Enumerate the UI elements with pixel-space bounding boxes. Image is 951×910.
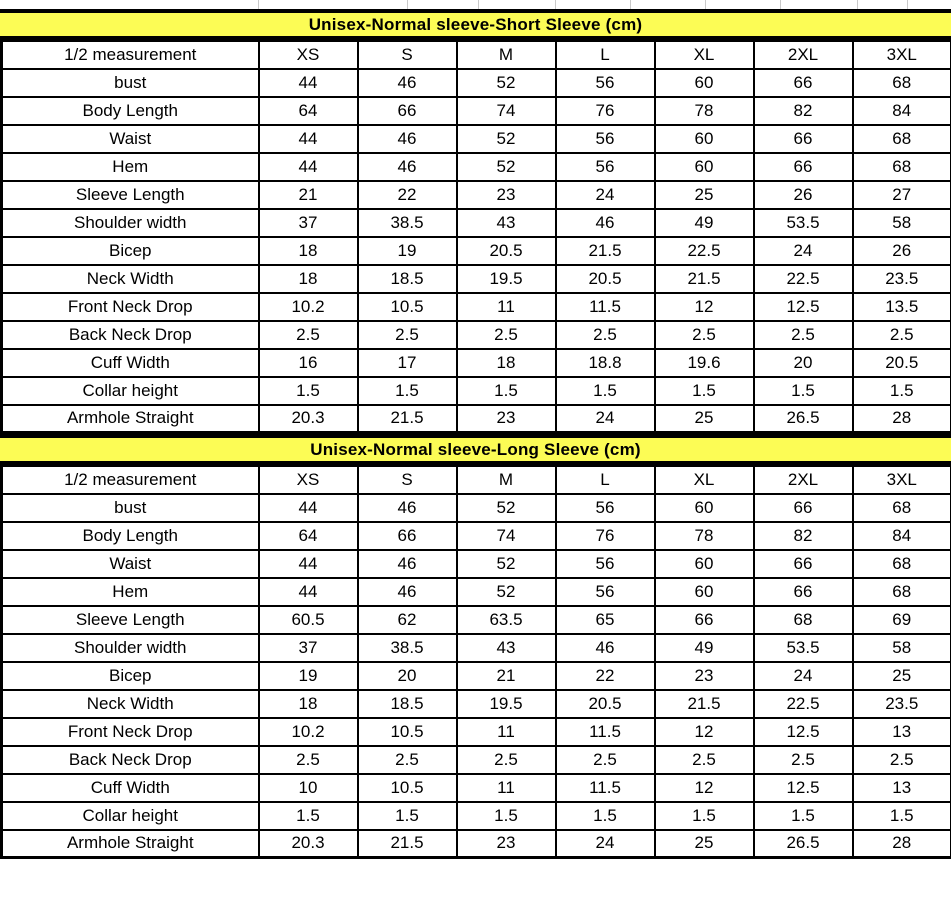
size-value-cell: 23: [457, 181, 556, 209]
size-value-cell: 12.5: [754, 774, 853, 802]
size-value-cell: 18.8: [556, 349, 655, 377]
size-value-cell: 20.3: [259, 405, 358, 433]
size-column-header: XS: [259, 466, 358, 494]
size-value-cell: 25: [853, 662, 951, 690]
measurement-label: Sleeve Length: [2, 181, 259, 209]
size-value-cell: 1.5: [853, 802, 951, 830]
size-value-cell: 26: [853, 237, 951, 265]
measurement-label: Cuff Width: [2, 774, 259, 802]
size-value-cell: 23: [457, 405, 556, 433]
size-value-cell: 12.5: [754, 293, 853, 321]
size-value-cell: 56: [556, 125, 655, 153]
size-value-cell: 52: [457, 69, 556, 97]
size-column-header: 2XL: [754, 41, 853, 69]
size-value-cell: 10: [259, 774, 358, 802]
size-column-header: XS: [259, 41, 358, 69]
size-value-cell: 66: [358, 522, 457, 550]
size-value-cell: 19.5: [457, 690, 556, 718]
measurement-label: Neck Width: [2, 690, 259, 718]
size-value-cell: 2.5: [655, 321, 754, 349]
size-value-cell: 76: [556, 522, 655, 550]
size-value-cell: 11: [457, 293, 556, 321]
size-value-cell: 60: [655, 153, 754, 181]
size-value-cell: 58: [853, 209, 951, 237]
measurement-label: Cuff Width: [2, 349, 259, 377]
measurement-label: Armhole Straight: [2, 830, 259, 858]
size-value-cell: 68: [754, 606, 853, 634]
size-value-cell: 78: [655, 522, 754, 550]
size-value-cell: 11: [457, 774, 556, 802]
size-value-cell: 18.5: [358, 265, 457, 293]
size-column-header: S: [358, 41, 457, 69]
size-value-cell: 24: [754, 662, 853, 690]
table-row: [2, 237, 951, 265]
size-value-cell: 19: [358, 237, 457, 265]
size-value-cell: 1.5: [754, 802, 853, 830]
size-value-cell: 1.5: [853, 377, 951, 405]
section-title-long-sleeve: Unisex-Normal sleeve-Long Sleeve (cm): [0, 434, 951, 464]
size-column-header: XL: [655, 41, 754, 69]
size-value-cell: 66: [754, 578, 853, 606]
size-value-cell: 21.5: [358, 405, 457, 433]
size-value-cell: 12: [655, 718, 754, 746]
table-row: [2, 69, 951, 97]
table-row: [2, 606, 951, 634]
measurement-label: Body Length: [2, 522, 259, 550]
table-row: [2, 774, 951, 802]
spreadsheet-gridline: [555, 0, 556, 9]
size-value-cell: 18: [259, 690, 358, 718]
size-value-cell: 69: [853, 606, 951, 634]
size-value-cell: 21: [457, 662, 556, 690]
size-value-cell: 76: [556, 97, 655, 125]
size-column-header: L: [556, 466, 655, 494]
size-value-cell: 52: [457, 125, 556, 153]
measurement-label: Body Length: [2, 97, 259, 125]
table-row: [2, 718, 951, 746]
size-value-cell: 24: [556, 830, 655, 858]
measurement-label: Bicep: [2, 662, 259, 690]
size-value-cell: 68: [853, 550, 951, 578]
size-value-cell: 2.5: [457, 746, 556, 774]
measurement-label: bust: [2, 494, 259, 522]
table-row: [2, 349, 951, 377]
spreadsheet-gridline: [780, 0, 781, 9]
table-row: [2, 293, 951, 321]
size-value-cell: 38.5: [358, 634, 457, 662]
table-row: [2, 634, 951, 662]
size-value-cell: 20.5: [457, 237, 556, 265]
size-value-cell: 25: [655, 830, 754, 858]
size-value-cell: 21: [259, 181, 358, 209]
spreadsheet-gridline: [407, 0, 408, 9]
size-value-cell: 66: [754, 494, 853, 522]
size-value-cell: 63.5: [457, 606, 556, 634]
table-row: [2, 153, 951, 181]
table-row: [2, 578, 951, 606]
section-long-sleeve: [0, 434, 951, 859]
size-value-cell: 68: [853, 69, 951, 97]
size-value-cell: 13: [853, 774, 951, 802]
size-value-cell: 17: [358, 349, 457, 377]
size-value-cell: 66: [754, 550, 853, 578]
table-row: [2, 321, 951, 349]
spreadsheet-gridline: [907, 0, 908, 9]
measurement-label: Hem: [2, 578, 259, 606]
size-value-cell: 10.5: [358, 718, 457, 746]
size-value-cell: 19.6: [655, 349, 754, 377]
table-row: [2, 522, 951, 550]
size-value-cell: 60: [655, 125, 754, 153]
table-row: [2, 690, 951, 718]
size-value-cell: 60: [655, 550, 754, 578]
size-value-cell: 60: [655, 494, 754, 522]
measurement-label: Hem: [2, 153, 259, 181]
size-value-cell: 82: [754, 97, 853, 125]
size-value-cell: 43: [457, 209, 556, 237]
size-value-cell: 23.5: [853, 265, 951, 293]
size-value-cell: 22.5: [754, 265, 853, 293]
size-value-cell: 64: [259, 97, 358, 125]
table-row: [2, 97, 951, 125]
size-value-cell: 74: [457, 97, 556, 125]
size-value-cell: 24: [754, 237, 853, 265]
size-table-long-sleeve: [0, 464, 951, 859]
size-value-cell: 68: [853, 153, 951, 181]
size-value-cell: 53.5: [754, 209, 853, 237]
table-row: [2, 746, 951, 774]
size-value-cell: 1.5: [556, 802, 655, 830]
size-value-cell: 16: [259, 349, 358, 377]
size-value-cell: 37: [259, 209, 358, 237]
spreadsheet-gridline: [258, 0, 259, 9]
size-value-cell: 1.5: [259, 802, 358, 830]
size-value-cell: 66: [358, 97, 457, 125]
size-value-cell: 66: [754, 153, 853, 181]
size-value-cell: 49: [655, 209, 754, 237]
size-value-cell: 18: [259, 237, 358, 265]
size-value-cell: 2.5: [358, 746, 457, 774]
size-value-cell: 2.5: [457, 321, 556, 349]
size-value-cell: 2.5: [853, 746, 951, 774]
size-value-cell: 10.2: [259, 718, 358, 746]
size-value-cell: 1.5: [358, 377, 457, 405]
size-value-cell: 46: [358, 578, 457, 606]
size-value-cell: 22.5: [655, 237, 754, 265]
size-value-cell: 56: [556, 153, 655, 181]
spreadsheet-gridline: [705, 0, 706, 9]
size-value-cell: 78: [655, 97, 754, 125]
measurement-label: Back Neck Drop: [2, 321, 259, 349]
spreadsheet-gridline: [630, 0, 631, 9]
size-value-cell: 66: [754, 69, 853, 97]
size-value-cell: 28: [853, 830, 951, 858]
size-table-short-sleeve: [0, 39, 951, 434]
size-column-header: M: [457, 466, 556, 494]
size-value-cell: 46: [358, 494, 457, 522]
measurement-label: Collar height: [2, 377, 259, 405]
measurement-label: bust: [2, 69, 259, 97]
size-value-cell: 1.5: [556, 377, 655, 405]
size-value-cell: 19.5: [457, 265, 556, 293]
size-value-cell: 56: [556, 494, 655, 522]
size-value-cell: 44: [259, 578, 358, 606]
size-value-cell: 58: [853, 634, 951, 662]
size-column-header: S: [358, 466, 457, 494]
size-value-cell: 56: [556, 69, 655, 97]
size-value-cell: 2.5: [259, 746, 358, 774]
size-value-cell: 2.5: [754, 321, 853, 349]
size-value-cell: 1.5: [457, 802, 556, 830]
measurement-label: Shoulder width: [2, 634, 259, 662]
size-value-cell: 18: [259, 265, 358, 293]
size-value-cell: 18: [457, 349, 556, 377]
size-value-cell: 22: [358, 181, 457, 209]
table-row: [2, 181, 951, 209]
measurement-label: Sleeve Length: [2, 606, 259, 634]
size-value-cell: 25: [655, 181, 754, 209]
table-row: [2, 377, 951, 405]
table-row: [2, 41, 951, 69]
spreadsheet-partial-row: [0, 0, 951, 9]
size-value-cell: 11.5: [556, 718, 655, 746]
size-value-cell: 1.5: [754, 377, 853, 405]
size-value-cell: 26.5: [754, 405, 853, 433]
size-value-cell: 46: [358, 153, 457, 181]
size-value-cell: 26.5: [754, 830, 853, 858]
spreadsheet-gridline: [857, 0, 858, 9]
size-column-header: L: [556, 41, 655, 69]
size-value-cell: 49: [655, 634, 754, 662]
size-value-cell: 44: [259, 153, 358, 181]
size-value-cell: 10.2: [259, 293, 358, 321]
size-value-cell: 20.5: [556, 265, 655, 293]
size-value-cell: 37: [259, 634, 358, 662]
size-value-cell: 21.5: [556, 237, 655, 265]
section-short-sleeve: [0, 9, 951, 434]
size-value-cell: 20: [754, 349, 853, 377]
size-column-header: 2XL: [754, 466, 853, 494]
section-title-short-sleeve: Unisex-Normal sleeve-Short Sleeve (cm): [0, 9, 951, 39]
size-value-cell: 60: [655, 578, 754, 606]
size-value-cell: 12.5: [754, 718, 853, 746]
table-row: [2, 830, 951, 858]
size-value-cell: 20: [358, 662, 457, 690]
size-value-cell: 64: [259, 522, 358, 550]
size-value-cell: 46: [358, 550, 457, 578]
size-value-cell: 43: [457, 634, 556, 662]
size-value-cell: 52: [457, 494, 556, 522]
table-row: [2, 494, 951, 522]
measurement-column-header: 1/2 measurement: [2, 41, 259, 69]
size-value-cell: 65: [556, 606, 655, 634]
size-value-cell: 12: [655, 774, 754, 802]
size-value-cell: 23.5: [853, 690, 951, 718]
table-row: [2, 265, 951, 293]
measurement-label: Waist: [2, 125, 259, 153]
size-value-cell: 2.5: [754, 746, 853, 774]
size-column-header: M: [457, 41, 556, 69]
size-value-cell: 52: [457, 550, 556, 578]
measurement-column-header: 1/2 measurement: [2, 466, 259, 494]
size-value-cell: 68: [853, 125, 951, 153]
size-value-cell: 25: [655, 405, 754, 433]
size-value-cell: 46: [358, 125, 457, 153]
size-value-cell: 23: [457, 830, 556, 858]
size-column-header: XL: [655, 466, 754, 494]
table-row: [2, 802, 951, 830]
table-row: [2, 662, 951, 690]
size-value-cell: 10.5: [358, 293, 457, 321]
size-value-cell: 13.5: [853, 293, 951, 321]
size-value-cell: 23: [655, 662, 754, 690]
size-value-cell: 62: [358, 606, 457, 634]
size-value-cell: 11.5: [556, 293, 655, 321]
size-value-cell: 13: [853, 718, 951, 746]
size-column-header: 3XL: [853, 41, 951, 69]
spreadsheet-gridline: [478, 0, 479, 9]
size-value-cell: 2.5: [358, 321, 457, 349]
size-value-cell: 56: [556, 550, 655, 578]
size-value-cell: 38.5: [358, 209, 457, 237]
size-value-cell: 21.5: [358, 830, 457, 858]
measurement-label: Shoulder width: [2, 209, 259, 237]
size-value-cell: 11.5: [556, 774, 655, 802]
size-value-cell: 26: [754, 181, 853, 209]
size-value-cell: 44: [259, 125, 358, 153]
size-value-cell: 18.5: [358, 690, 457, 718]
size-value-cell: 56: [556, 578, 655, 606]
size-value-cell: 2.5: [853, 321, 951, 349]
measurement-label: Back Neck Drop: [2, 746, 259, 774]
size-value-cell: 52: [457, 578, 556, 606]
measurement-label: Neck Width: [2, 265, 259, 293]
size-value-cell: 2.5: [655, 746, 754, 774]
table-row: [2, 466, 951, 494]
measurement-label: Front Neck Drop: [2, 293, 259, 321]
size-value-cell: 22: [556, 662, 655, 690]
measurement-label: Front Neck Drop: [2, 718, 259, 746]
size-value-cell: 2.5: [556, 321, 655, 349]
size-value-cell: 2.5: [556, 746, 655, 774]
size-value-cell: 20.3: [259, 830, 358, 858]
size-value-cell: 84: [853, 97, 951, 125]
size-value-cell: 1.5: [655, 802, 754, 830]
size-value-cell: 28: [853, 405, 951, 433]
measurement-label: Bicep: [2, 237, 259, 265]
size-value-cell: 11: [457, 718, 556, 746]
size-value-cell: 21.5: [655, 265, 754, 293]
size-value-cell: 46: [556, 634, 655, 662]
size-value-cell: 46: [358, 69, 457, 97]
size-value-cell: 10.5: [358, 774, 457, 802]
size-value-cell: 12: [655, 293, 754, 321]
table-row: [2, 550, 951, 578]
size-value-cell: 2.5: [259, 321, 358, 349]
size-value-cell: 19: [259, 662, 358, 690]
table-row: [2, 209, 951, 237]
size-value-cell: 1.5: [358, 802, 457, 830]
size-value-cell: 53.5: [754, 634, 853, 662]
size-value-cell: 44: [259, 69, 358, 97]
size-value-cell: 60.5: [259, 606, 358, 634]
size-value-cell: 20.5: [853, 349, 951, 377]
table-row: [2, 405, 951, 433]
size-value-cell: 82: [754, 522, 853, 550]
size-value-cell: 20.5: [556, 690, 655, 718]
size-value-cell: 68: [853, 494, 951, 522]
size-value-cell: 22.5: [754, 690, 853, 718]
table-row: [2, 125, 951, 153]
size-value-cell: 74: [457, 522, 556, 550]
size-value-cell: 1.5: [655, 377, 754, 405]
size-value-cell: 68: [853, 578, 951, 606]
size-value-cell: 44: [259, 550, 358, 578]
size-value-cell: 1.5: [457, 377, 556, 405]
size-value-cell: 52: [457, 153, 556, 181]
size-value-cell: 66: [754, 125, 853, 153]
size-value-cell: 84: [853, 522, 951, 550]
measurement-label: Collar height: [2, 802, 259, 830]
size-value-cell: 60: [655, 69, 754, 97]
size-value-cell: 66: [655, 606, 754, 634]
size-value-cell: 1.5: [259, 377, 358, 405]
size-column-header: 3XL: [853, 466, 951, 494]
size-value-cell: 27: [853, 181, 951, 209]
size-value-cell: 44: [259, 494, 358, 522]
size-value-cell: 46: [556, 209, 655, 237]
measurement-label: Waist: [2, 550, 259, 578]
size-value-cell: 24: [556, 405, 655, 433]
measurement-label: Armhole Straight: [2, 405, 259, 433]
size-value-cell: 21.5: [655, 690, 754, 718]
size-value-cell: 24: [556, 181, 655, 209]
